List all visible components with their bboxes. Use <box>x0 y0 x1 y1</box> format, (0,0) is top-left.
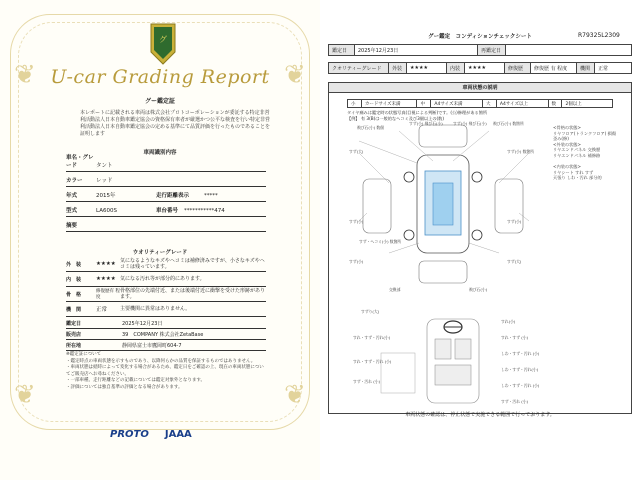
ornament-swirl: ❦ <box>284 380 306 410</box>
damage-label: しわ・すず・汚れ (小) <box>501 383 540 388</box>
footer-logos <box>110 425 240 443</box>
inspection-date-value: 2025年12月23日 <box>122 321 163 327</box>
vehicle-name-value: タント <box>96 163 113 169</box>
condition-note-line: リヤシート すれ すず <box>553 169 594 175</box>
size-small-desc: カードサイズ未満 <box>362 100 418 107</box>
car-roof <box>433 183 453 225</box>
exterior-stars: ★★★★ <box>407 63 447 73</box>
vehicle-model-row <box>66 202 266 217</box>
svg-text:グ: グ <box>159 35 167 44</box>
vehicle-year-value: 2015年 <box>96 193 116 199</box>
damage-label: すず(小) 飛び石(小) <box>453 121 487 126</box>
frame-number-label: 車台番号 <box>156 208 179 214</box>
goo-seal-logo <box>148 22 178 66</box>
grade-row-engine <box>66 302 266 317</box>
right-side-view <box>495 179 523 233</box>
vehicle-name-label: 車名・グレード <box>66 155 94 169</box>
damage-label: すれ・すず・汚れ(小) <box>353 335 391 340</box>
exterior-label: 外装 <box>389 63 407 73</box>
frame-label: 修復歴 <box>505 63 531 73</box>
ornament-swirl: ❦ <box>14 60 36 90</box>
condition-check-sheet <box>320 0 640 480</box>
note-line: ※鑑定証について <box>66 352 102 357</box>
damage-label: すず(小) 飛び石(小) <box>409 121 443 126</box>
frame-value: 修復歴 有 程度 <box>531 63 577 73</box>
inspection-date-row <box>66 318 266 329</box>
engine-label: 機関 <box>577 63 595 73</box>
grade-stars: ★★★★ <box>96 276 116 282</box>
condition-note-line: <内装の状態> <box>553 164 581 170</box>
quality-grade-label: クオリティーグレード <box>329 63 389 73</box>
note-line: ・一部車種、走行距離などの記載については鑑定対象外となります。 <box>66 378 206 383</box>
date-value: 2025年12月23日 <box>355 45 478 55</box>
interior-outline <box>427 319 479 403</box>
inspection-date-label: 鑑定日 <box>66 321 82 327</box>
remarks-label: 摘要 <box>66 223 78 229</box>
document-id: R79325L2309 <box>578 32 620 39</box>
steering-wheel-icon <box>444 321 462 333</box>
rear-view <box>419 125 467 147</box>
grade-row-exterior <box>66 257 266 272</box>
certificate-notes <box>66 352 266 391</box>
front-seat-left <box>435 339 451 359</box>
mileage-value: ***** <box>204 193 218 199</box>
grade-label: 機 関 <box>66 306 82 313</box>
damage-label: すずり(大) <box>361 309 380 314</box>
damage-label: すず(小) 数箇所 <box>507 149 534 154</box>
certificate-subtitle: グー鑑定証 <box>144 98 175 105</box>
interior-stars: ★★★★ <box>465 63 505 73</box>
grade-description: 骨格部位の先端付近、または後端付近に衝撃を受けた形跡があります。 <box>120 288 266 300</box>
damage-label: しわ・すず・汚れ (小) <box>501 351 540 356</box>
condition-note-line: <外装の状態> <box>553 141 581 147</box>
legend-line: タイヤ痛みは鑑定時の状態写真(目視による判断)です。(公)修理がある箇所 <box>347 110 488 115</box>
grade-stars: 正常 <box>96 307 108 313</box>
location-label: 所在地 <box>66 343 82 349</box>
front-seat-right <box>455 339 471 359</box>
damage-label: 飛び石(小) 数個 <box>357 125 384 130</box>
vehicle-color-label: カラー <box>66 178 83 184</box>
grade-label: 内 装 <box>66 276 82 283</box>
damage-label: しわ・すず・汚れ(小) <box>501 367 539 372</box>
damage-label: すず(小) <box>349 219 364 224</box>
legend-line: 【例】 有 3(B)は一般的なヘコミ及び3個以上の(数) <box>347 115 444 121</box>
grade-description: 主要機関に異常はありません。 <box>120 306 191 312</box>
note-line: ・車両状態は経時によって変化する場合があるため、鑑定日をご確認の上、現在の車両状態についてご販売店へお尋ねください。 <box>66 365 264 377</box>
damage-label: すれ(小) <box>501 319 516 324</box>
left-side-view <box>363 179 391 233</box>
vehicle-model-label: 型式 <box>66 208 78 214</box>
proto-logo: PROTO <box>110 428 149 440</box>
sheet-date-row <box>328 44 632 56</box>
size-large-desc: A4サイズ以上 <box>497 100 549 107</box>
panel-title: 車両状態の説明 <box>329 83 631 93</box>
condition-note-line: リヤエンドパネル 交換歴 <box>553 147 601 153</box>
script-title: U-car Grading Report <box>50 66 270 88</box>
location-value: 静岡県富士市鷹岡町604-7 <box>122 343 182 349</box>
size-count-desc: 2個以上 <box>565 101 582 107</box>
grade-stars: ★★★★ <box>96 261 116 267</box>
sheet-footer: 車両状態の確認は、停止状態で実施できる範囲で行っております。 <box>405 412 555 418</box>
condition-note-line: <骨格の状態> <box>553 125 581 130</box>
vehicle-color-row <box>66 172 266 187</box>
size-medium-key: 中 <box>417 100 431 107</box>
location-row <box>66 340 266 351</box>
vehicle-year-row <box>66 187 266 202</box>
size-medium-desc: A4サイズ未満 <box>431 100 483 107</box>
condition-note-line: 天張り しわ・汚れ 部分的 <box>553 175 602 181</box>
note-line: ・評価については独自基準の評価となる場合があります。 <box>66 384 183 390</box>
interior-label: 内装 <box>447 63 465 73</box>
dealer-row <box>66 329 266 340</box>
vehicle-model-value: LA600S <box>96 208 117 214</box>
damage-label: 飛び石(小) 数箇所 <box>493 121 524 126</box>
vehicle-section-heading: 車両識別内容 <box>143 150 177 156</box>
damage-label: すず・ヘコミ(小) 数箇所 <box>359 239 402 244</box>
grade-description: 気になるようなキズやヘコミは補修済みですが、小さなキズやヘコミは残っています。 <box>120 258 265 270</box>
front-view <box>419 261 467 283</box>
condition-note-line: リヤフロア(トランクフロア) 損傷 <box>553 130 617 136</box>
certificate-intro: 本レポートに記載される車両は株式会社プロトコーポレーションが委託する特定非営利活動法人日本自動車鑑定協会の資格保有車者が厳選かつ公平な検査を行い特定非営利活動法人日本自動車鑑定協会の定める基準にて品質評価を行ったものであることを証明します <box>80 110 271 137</box>
recheck-label: 再鑑定日 <box>478 45 506 55</box>
damage-label: すず・汚れ (小) <box>501 399 528 404</box>
condition-notes <box>553 125 629 275</box>
grade-label: 外 装 <box>66 261 82 268</box>
ornament-swirl: ❦ <box>284 60 306 90</box>
condition-note-line: 歪み(修) <box>553 136 569 142</box>
recheck-value <box>506 45 631 55</box>
grade-stars: 修復歴有 程度 <box>96 289 120 300</box>
grade-row-frame <box>66 287 266 302</box>
engine-value: 正常 <box>598 65 609 72</box>
vehicle-remarks-row <box>66 217 266 232</box>
dealer-label: 販売店 <box>66 332 82 338</box>
vehicle-condition-panel <box>328 82 632 414</box>
vehicle-name-row <box>66 157 266 172</box>
size-large-key: 大 <box>483 100 497 107</box>
vehicle-year-label: 年式 <box>66 193 78 199</box>
dealer-value: 39 COMPANY 株式会社ZetaBase <box>122 332 204 338</box>
date-label: 鑑定日 <box>329 45 355 55</box>
mileage-label: 走行距離表示 <box>156 193 190 199</box>
grade-row-interior <box>66 272 266 287</box>
damage-label: すず・汚れ (小) <box>353 379 380 384</box>
damage-label: すれ・すず・汚れ (小) <box>353 359 392 364</box>
vehicle-color-value: レッド <box>96 178 113 184</box>
sheet-title: グー鑑定 コンディションチェックシート <box>428 34 532 40</box>
condition-note-line: リヤエンドパネル 補修跡 <box>553 152 601 158</box>
damage-label: すず(小) <box>349 259 364 264</box>
damage-label: すず(大) <box>349 149 364 154</box>
quality-grade-row <box>328 62 632 74</box>
damage-label: すず(小) <box>507 219 522 224</box>
grade-description: 気になる汚れ等が部分的にあります。 <box>120 276 205 282</box>
damage-label: 交換部 <box>389 287 401 292</box>
grade-section-heading: ウオリティーグレード <box>132 250 188 256</box>
note-line: ・鑑定時点の車両状態を示すものであり、以降何らかの品質を保証するものではありません。 <box>66 358 256 364</box>
damage-label: すれ・すず (小) <box>501 335 528 340</box>
ornament-swirl: ❦ <box>14 380 36 410</box>
jaaa-logo: JAAA <box>164 428 192 440</box>
damage-label: すず(大) <box>507 259 522 264</box>
size-small-key: 小 <box>348 100 362 107</box>
rear-seat <box>435 365 471 385</box>
size-count-key: 数 <box>549 100 563 107</box>
grade-label: 骨 格 <box>66 291 82 298</box>
frame-number-value: ***********474 <box>184 208 225 214</box>
damage-label: 飛び石(小) <box>469 287 488 292</box>
